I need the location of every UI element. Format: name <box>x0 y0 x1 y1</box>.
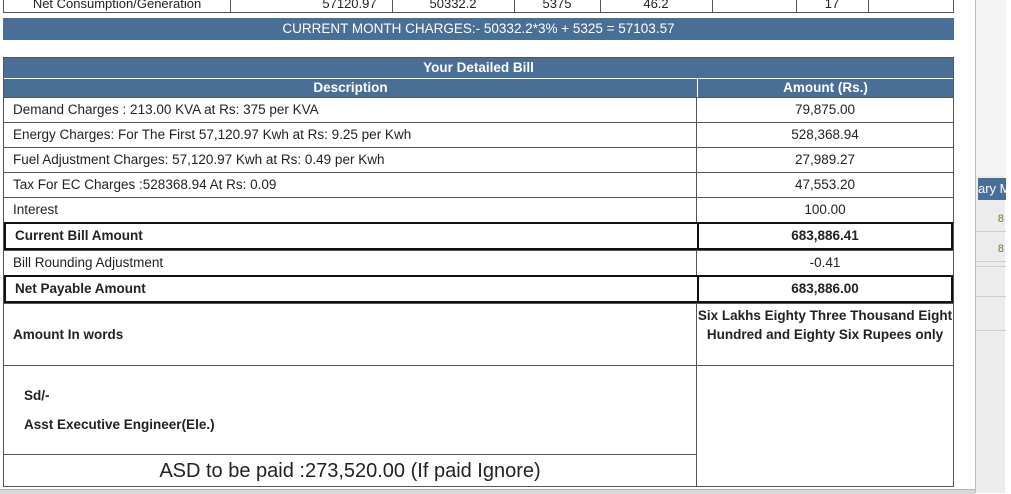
bill-header-row <box>4 79 953 97</box>
cell-billed-units: 50332.2 <box>429 0 477 11</box>
row-description: Energy Charges: For The First 57,120.97 Kwh at Rs: 9.25 per Kwh <box>4 123 697 147</box>
row-description: Fuel Adjustment Charges: 57,120.97 Kwh at Rs: 0.49 per Kwh <box>4 148 697 172</box>
bill-row-demand-charges <box>4 97 953 122</box>
amount-in-words-row <box>4 303 953 365</box>
cell-consumption: 57120.97 <box>322 0 377 11</box>
net-payable-label: Net Payable Amount <box>6 277 699 301</box>
rounding-adjustment-row <box>4 250 953 275</box>
amount-in-words-value: Six Lakhs Eighty Three Thousand Eight Hundred and Eighty Six Rupees only <box>697 308 953 342</box>
current-bill-label: Current Bill Amount <box>6 224 699 248</box>
cell-value-4: 46.2 <box>643 0 669 11</box>
bill-row-interest <box>4 197 953 222</box>
cell-value-5 <box>712 0 796 13</box>
signature-empty-cell <box>697 366 953 486</box>
amount-in-words-label: Amount In words <box>4 304 697 365</box>
consumption-summary-row <box>3 0 954 13</box>
row-amount: 100.00 <box>804 202 846 217</box>
rounding-label: Bill Rounding Adjustment <box>4 251 697 275</box>
signatory-title: Asst Executive Engineer(Ele.) <box>24 417 215 432</box>
net-payable-value: 683,886.00 <box>791 281 859 296</box>
horizontal-scrollbar[interactable] <box>0 489 975 494</box>
current-bill-amount-row <box>4 222 953 250</box>
cell-value-6: 17 <box>824 0 840 11</box>
detailed-bill-table <box>3 57 954 487</box>
row-description: Interest <box>4 198 697 222</box>
col-description-header: Description <box>4 79 698 97</box>
signature-block <box>4 365 953 486</box>
net-payable-row <box>4 275 953 303</box>
row-amount: 528,368.94 <box>791 127 859 142</box>
row-label: Net Consumption/Generation <box>32 0 202 11</box>
row-description: Demand Charges : 213.00 KVA at Rs: 375 per KVA <box>4 98 697 122</box>
current-bill-value: 683,886.41 <box>791 228 859 243</box>
bill-row-tax <box>4 172 953 197</box>
asd-note: ASD to be paid :273,520.00 (If paid Ignore) <box>4 454 696 487</box>
row-description: Tax For EC Charges :528368.94 At Rs: 0.09 <box>4 173 697 197</box>
current-month-charges-banner: CURRENT MONTH CHARGES:- 50332.2*3% + 5325 = 57103.57 <box>3 18 954 40</box>
bill-row-energy-charges <box>4 122 953 147</box>
bill-row-fuel-adjustment <box>4 147 953 172</box>
adjacent-sheet-peek <box>975 0 1011 493</box>
rounding-value: -0.41 <box>809 255 841 270</box>
row-amount: 47,553.20 <box>794 177 856 192</box>
bill-title: Your Detailed Bill <box>4 58 953 79</box>
peek-summary-label: ary M <box>978 178 1006 200</box>
peek-cell-1: 8 <box>976 206 1006 232</box>
col-amount-header: Amount (Rs.) <box>783 80 868 95</box>
cell-value-3: 5375 <box>542 0 572 11</box>
peek-cell-2: 8 <box>976 236 1006 262</box>
row-amount: 27,989.27 <box>794 152 856 167</box>
sd-text: Sd/- <box>24 388 50 403</box>
row-amount: 79,875.00 <box>794 102 856 117</box>
